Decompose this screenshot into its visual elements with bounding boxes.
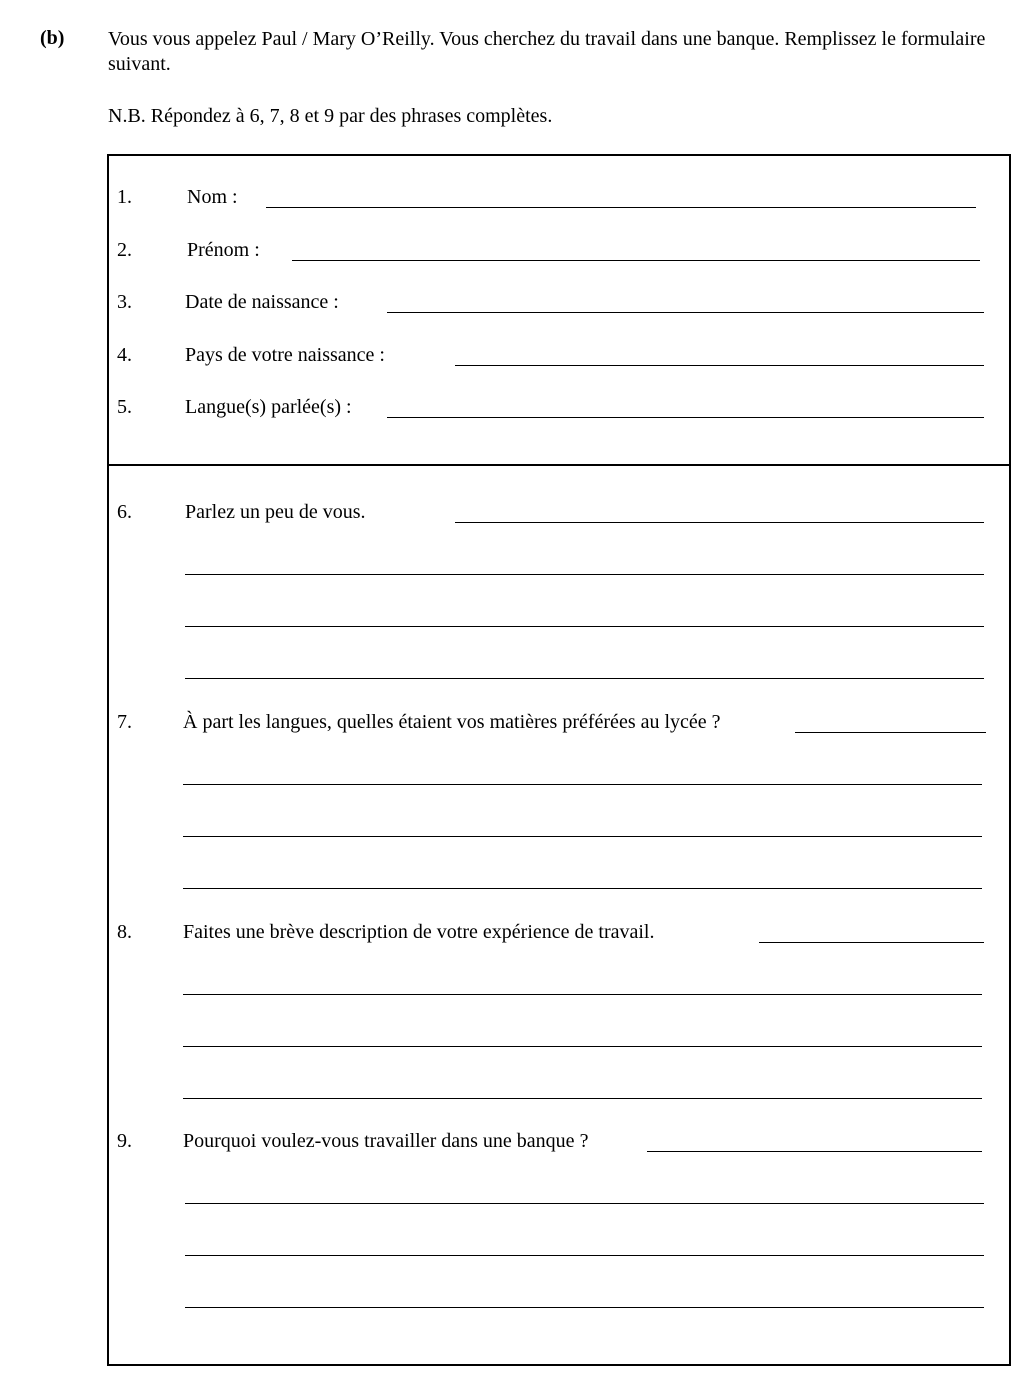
field-input-nom[interactable] — [266, 207, 976, 208]
question-number-9: 9. — [117, 1130, 132, 1152]
form-box — [107, 154, 1011, 1366]
question-number-6: 6. — [117, 501, 132, 523]
field-input-date-naissance[interactable] — [387, 312, 984, 313]
question-number-8: 8. — [117, 921, 132, 943]
field-label-langues: Langue(s) parlée(s) : — [185, 396, 352, 418]
answer-line-9-2[interactable] — [185, 1203, 984, 1204]
answer-line-7-4[interactable] — [183, 888, 982, 889]
answer-line-9-4[interactable] — [185, 1307, 984, 1308]
answer-line-8-2[interactable] — [183, 994, 982, 995]
answer-line-6-1[interactable] — [455, 522, 984, 523]
answer-line-9-1[interactable] — [647, 1151, 982, 1152]
field-label-nom: Nom : — [187, 186, 238, 208]
field-label-pays-naissance: Pays de votre naissance : — [185, 344, 385, 366]
answer-line-8-1[interactable] — [759, 942, 984, 943]
answer-line-8-4[interactable] — [183, 1098, 982, 1099]
question-label-8: Faites une brève description de votre expérience de travail. — [183, 921, 655, 943]
question-label: (b) — [40, 27, 65, 49]
instructions: Vous vous appelez Paul / Mary O’Reilly. Vous cherchez du travail dans une banque. Remplissez le formulaire suivant. — [108, 28, 986, 75]
question-label-9: Pourquoi voulez-vous travailler dans une banque ? — [183, 1130, 589, 1152]
field-number-5: 5. — [117, 396, 132, 418]
question-label-6: Parlez un peu de vous. — [185, 501, 366, 523]
answer-line-9-3[interactable] — [185, 1255, 984, 1256]
answer-line-6-3[interactable] — [185, 626, 984, 627]
answer-line-7-3[interactable] — [183, 836, 982, 837]
field-label-prenom: Prénom : — [187, 239, 260, 261]
answer-line-6-4[interactable] — [185, 678, 984, 679]
nb-note: N.B. Répondez à 6, 7, 8 et 9 par des phrases complètes. — [108, 105, 553, 127]
field-number-2: 2. — [117, 239, 132, 261]
answer-line-7-2[interactable] — [183, 784, 982, 785]
field-label-date-naissance: Date de naissance : — [185, 291, 339, 313]
field-number-3: 3. — [117, 291, 132, 313]
question-number-7: 7. — [117, 711, 132, 733]
answer-line-8-3[interactable] — [183, 1046, 982, 1047]
field-input-langues[interactable] — [387, 417, 984, 418]
section-divider — [107, 464, 1009, 466]
field-number-4: 4. — [117, 344, 132, 366]
field-input-pays-naissance[interactable] — [455, 365, 984, 366]
question-label-7: À part les langues, quelles étaient vos matières préférées au lycée ? — [183, 711, 721, 733]
answer-line-6-2[interactable] — [185, 574, 984, 575]
field-input-prenom[interactable] — [292, 260, 980, 261]
answer-line-7-1[interactable] — [795, 732, 986, 733]
field-number-1: 1. — [117, 186, 132, 208]
